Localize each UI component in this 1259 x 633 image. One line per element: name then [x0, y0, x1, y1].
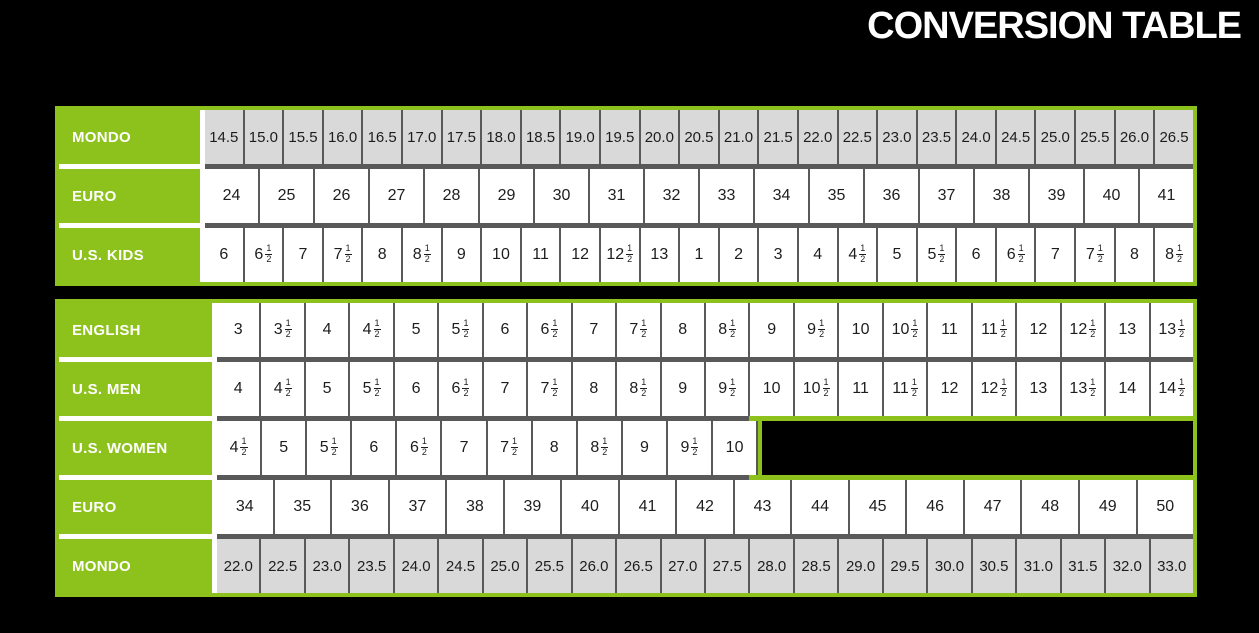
half-fraction: 1 2 — [374, 376, 380, 398]
half-fraction: 1 2 — [285, 317, 291, 339]
row-cells-u-s-kids — [205, 228, 1193, 282]
half-fraction: 1 2 — [266, 242, 272, 264]
size-cell: 11 1 2 — [884, 362, 926, 416]
size-cell: 10 1 2 — [795, 362, 837, 416]
half-fraction: 1 2 — [552, 317, 558, 339]
size-cell: 10 1 2 — [884, 303, 926, 357]
size-cell: 8 — [662, 303, 704, 357]
size-cell: 7 1 2 — [528, 362, 570, 416]
half-fraction: 1 2 — [463, 376, 469, 398]
row-label-mondo: MONDO — [59, 110, 200, 164]
size-cell: 6 1 2 — [997, 228, 1035, 282]
size-cell: 3 1 2 — [261, 303, 303, 357]
half-fraction: 1 2 — [424, 242, 430, 264]
size-cell: 20.5 — [680, 110, 718, 164]
size-cell: 37 — [390, 480, 446, 534]
size-cell: 30.0 — [928, 539, 970, 593]
half-fraction: 1 2 — [1090, 376, 1096, 398]
size-cell: 42 — [677, 480, 733, 534]
size-cell: 36 — [865, 169, 918, 223]
size-cell: 23.0 — [306, 539, 348, 593]
size-cell: 25 — [260, 169, 313, 223]
table-row-mondo — [59, 110, 1193, 164]
size-cell: 30 — [535, 169, 588, 223]
half-fraction: 1 2 — [939, 242, 945, 264]
size-cell: 34 — [217, 480, 273, 534]
half-fraction: 1 2 — [421, 435, 427, 457]
size-cell: 6 1 2 — [245, 228, 283, 282]
size-cell: 40 — [562, 480, 618, 534]
size-cell: 20.0 — [641, 110, 679, 164]
size-cell: 11 — [928, 303, 970, 357]
size-cell: 23.5 — [350, 539, 392, 593]
size-cell: 9 — [443, 228, 481, 282]
size-cell: 41 — [620, 480, 676, 534]
size-cell: 7 — [442, 421, 485, 475]
size-cell: 33 — [700, 169, 753, 223]
size-cell: 46 — [907, 480, 963, 534]
size-cell: 24.0 — [395, 539, 437, 593]
half-fraction: 1 2 — [627, 242, 633, 264]
size-cell: 1 — [680, 228, 718, 282]
size-cell: 8 1 2 — [617, 362, 659, 416]
size-cell: 23.5 — [918, 110, 956, 164]
size-cell: 14 1 2 — [1151, 362, 1193, 416]
size-cell: 37 — [920, 169, 973, 223]
size-cell: 16.5 — [363, 110, 401, 164]
size-cell: 22.0 — [799, 110, 837, 164]
size-cell: 12 1 2 — [1062, 303, 1104, 357]
half-fraction: 1 2 — [1176, 242, 1182, 264]
size-cell: 9 — [662, 362, 704, 416]
size-cell: 28 — [425, 169, 478, 223]
size-cell: 25.0 — [1036, 110, 1074, 164]
size-cell: 25.0 — [484, 539, 526, 593]
row-cells-mondo — [217, 539, 1193, 593]
row-cells-euro — [205, 169, 1193, 223]
size-cell: 11 — [522, 228, 560, 282]
table-row-u-s-kids — [59, 228, 1193, 282]
row-cells-mondo — [205, 110, 1193, 164]
size-cell: 6 — [205, 228, 243, 282]
size-cell: 12 — [1017, 303, 1059, 357]
size-cell: 4 1 2 — [839, 228, 877, 282]
size-cell: 10 — [713, 421, 756, 475]
size-cell: 7 1 2 — [488, 421, 531, 475]
size-cell: 6 1 2 — [439, 362, 481, 416]
size-cell: 45 — [850, 480, 906, 534]
size-cell: 15.0 — [245, 110, 283, 164]
size-cell: 8 1 2 — [578, 421, 621, 475]
size-cell: 7 — [284, 228, 322, 282]
row-cells-euro — [217, 480, 1193, 534]
size-cell: 29.0 — [839, 539, 881, 593]
size-cell: 38 — [975, 169, 1028, 223]
half-fraction: 1 2 — [823, 376, 829, 398]
size-cell: 6 — [957, 228, 995, 282]
half-fraction: 1 2 — [912, 317, 918, 339]
half-fraction: 1 2 — [641, 317, 647, 339]
size-cell: 30.5 — [973, 539, 1015, 593]
size-cell: 32.0 — [1106, 539, 1148, 593]
size-cell: 31.5 — [1062, 539, 1104, 593]
row-label-u-s-women: U.S. WOMEN — [59, 421, 212, 475]
size-cell: 47 — [965, 480, 1021, 534]
size-cell: 43 — [735, 480, 791, 534]
size-cell: 4 1 2 — [350, 303, 392, 357]
size-cell: 7 1 2 — [1076, 228, 1114, 282]
size-cell: 9 1 2 — [668, 421, 711, 475]
size-cell: 12 1 2 — [973, 362, 1015, 416]
size-cell: 13 1 2 — [1151, 303, 1193, 357]
size-cell: 28.5 — [795, 539, 837, 593]
size-cell: 6 1 2 — [397, 421, 440, 475]
row-label-u-s-men: U.S. MEN — [59, 362, 212, 416]
adult-size-table — [55, 299, 1197, 597]
size-cell: 34 — [755, 169, 808, 223]
half-fraction: 1 2 — [241, 435, 247, 457]
size-cell: 3 — [759, 228, 797, 282]
size-cell: 4 1 2 — [261, 362, 303, 416]
size-cell: 4 1 2 — [217, 421, 260, 475]
size-cell: 24.5 — [439, 539, 481, 593]
half-fraction: 1 2 — [1090, 317, 1096, 339]
half-fraction: 1 2 — [1179, 376, 1185, 398]
kids-size-table — [55, 106, 1197, 286]
size-cell: 6 1 2 — [528, 303, 570, 357]
size-cell: 22.5 — [839, 110, 877, 164]
size-cell: 14.5 — [205, 110, 243, 164]
size-cell: 49 — [1080, 480, 1136, 534]
size-cell: 27 — [370, 169, 423, 223]
size-cell: 5 — [262, 421, 305, 475]
size-cell: 10 — [839, 303, 881, 357]
size-cell: 40 — [1085, 169, 1138, 223]
size-cell: 38 — [447, 480, 503, 534]
size-cell: 5 1 2 — [918, 228, 956, 282]
size-cell: 9 1 2 — [795, 303, 837, 357]
size-cell: 8 1 2 — [403, 228, 441, 282]
table-row-english — [59, 303, 1193, 357]
size-cell: 19.5 — [601, 110, 639, 164]
size-cell: 19.0 — [561, 110, 599, 164]
size-cell: 44 — [792, 480, 848, 534]
size-cell: 18.5 — [522, 110, 560, 164]
size-cell: 11 — [839, 362, 881, 416]
row-label-u-s-kids: U.S. KIDS — [59, 228, 200, 282]
size-cell: 28.0 — [750, 539, 792, 593]
table-row-mondo — [59, 539, 1193, 593]
size-cell: 24 — [205, 169, 258, 223]
conversion-table-title: CONVERSION TABLE — [867, 5, 1241, 47]
size-cell: 14 — [1106, 362, 1148, 416]
size-cell: 26.0 — [573, 539, 615, 593]
size-cell: 32 — [645, 169, 698, 223]
size-cell: 11 1 2 — [973, 303, 1015, 357]
size-cell: 22.5 — [261, 539, 303, 593]
half-fraction: 1 2 — [1000, 317, 1006, 339]
half-fraction: 1 2 — [285, 376, 291, 398]
size-cell: 25.5 — [528, 539, 570, 593]
table-row-euro — [59, 169, 1193, 223]
size-cell: 16.0 — [324, 110, 362, 164]
size-cell: 10 — [482, 228, 520, 282]
size-cell: 13 — [1106, 303, 1148, 357]
size-cell: 21.0 — [720, 110, 758, 164]
size-cell: 4 — [799, 228, 837, 282]
half-fraction: 1 2 — [1097, 242, 1103, 264]
size-cell: 12 — [928, 362, 970, 416]
half-fraction: 1 2 — [1001, 376, 1007, 398]
size-cell: 9 1 2 — [706, 362, 748, 416]
half-fraction: 1 2 — [860, 242, 866, 264]
size-cell: 26.5 — [617, 539, 659, 593]
size-cell: 8 — [573, 362, 615, 416]
half-fraction: 1 2 — [1179, 317, 1185, 339]
size-cell: 4 — [217, 362, 259, 416]
size-cell: 6 — [484, 303, 526, 357]
table-row-u-s-women — [59, 421, 1193, 475]
size-cell: 35 — [275, 480, 331, 534]
size-cell: 24.5 — [997, 110, 1035, 164]
size-cell: 9 — [750, 303, 792, 357]
size-cell: 35 — [810, 169, 863, 223]
half-fraction: 1 2 — [602, 435, 608, 457]
size-cell: 5 1 2 — [307, 421, 350, 475]
size-cell: 9 — [623, 421, 666, 475]
size-cell: 5 1 2 — [439, 303, 481, 357]
size-cell: 13 1 2 — [1062, 362, 1104, 416]
size-cell: 5 — [395, 303, 437, 357]
size-cell: 22.0 — [217, 539, 259, 593]
row-label-english: ENGLISH — [59, 303, 212, 357]
size-cell: 7 1 2 — [617, 303, 659, 357]
size-cell: 31.0 — [1017, 539, 1059, 593]
row-cells-u-s-women — [217, 421, 1193, 475]
size-cell: 13 — [1017, 362, 1059, 416]
size-cell: 12 — [561, 228, 599, 282]
size-cell: 18.0 — [482, 110, 520, 164]
size-cell: 36 — [332, 480, 388, 534]
empty-cells-region — [758, 421, 1193, 475]
size-cell: 48 — [1022, 480, 1078, 534]
half-fraction: 1 2 — [911, 376, 917, 398]
size-cell: 10 — [750, 362, 792, 416]
size-cell: 26 — [315, 169, 368, 223]
size-cell: 8 — [1116, 228, 1154, 282]
row-label-mondo: MONDO — [59, 539, 212, 593]
size-cell: 29.5 — [884, 539, 926, 593]
size-cell: 5 — [306, 362, 348, 416]
size-cell: 31 — [590, 169, 643, 223]
size-cell: 8 1 2 — [706, 303, 748, 357]
size-cell: 15.5 — [284, 110, 322, 164]
size-cell: 4 — [306, 303, 348, 357]
size-cell: 3 — [217, 303, 259, 357]
size-cell: 7 1 2 — [324, 228, 362, 282]
size-cell: 17.0 — [403, 110, 441, 164]
size-cell: 27.5 — [706, 539, 748, 593]
size-cell: 6 — [352, 421, 395, 475]
size-cell: 17.5 — [443, 110, 481, 164]
size-cell: 27.0 — [662, 539, 704, 593]
size-cell: 6 — [395, 362, 437, 416]
size-cell: 25.5 — [1076, 110, 1114, 164]
size-cell: 41 — [1140, 169, 1193, 223]
size-cell: 23.0 — [878, 110, 916, 164]
size-cell: 2 — [720, 228, 758, 282]
size-cell: 21.5 — [759, 110, 797, 164]
size-cell: 12 1 2 — [601, 228, 639, 282]
size-cell: 39 — [505, 480, 561, 534]
size-cell: 50 — [1138, 480, 1194, 534]
size-cell: 7 — [484, 362, 526, 416]
row-label-euro: EURO — [59, 169, 200, 223]
half-fraction: 1 2 — [552, 376, 558, 398]
size-cell: 7 — [573, 303, 615, 357]
half-fraction: 1 2 — [512, 435, 518, 457]
size-cell: 26.0 — [1116, 110, 1154, 164]
half-fraction: 1 2 — [730, 376, 736, 398]
table-row-u-s-men — [59, 362, 1193, 416]
row-cells-u-s-men — [217, 362, 1193, 416]
half-fraction: 1 2 — [692, 435, 698, 457]
half-fraction: 1 2 — [1018, 242, 1024, 264]
row-label-euro: EURO — [59, 480, 212, 534]
size-cell: 26.5 — [1155, 110, 1193, 164]
half-fraction: 1 2 — [463, 317, 469, 339]
size-cell: 29 — [480, 169, 533, 223]
size-cell: 5 — [878, 228, 916, 282]
half-fraction: 1 2 — [641, 376, 647, 398]
half-fraction: 1 2 — [374, 317, 380, 339]
size-cell: 24.0 — [957, 110, 995, 164]
size-cell: 33.0 — [1151, 539, 1193, 593]
size-cell: 8 — [533, 421, 576, 475]
size-cell: 13 — [641, 228, 679, 282]
size-cell: 8 — [363, 228, 401, 282]
size-cell: 8 1 2 — [1155, 228, 1193, 282]
size-cell: 7 — [1036, 228, 1074, 282]
half-fraction: 1 2 — [345, 242, 351, 264]
size-cell: 39 — [1030, 169, 1083, 223]
half-fraction: 1 2 — [331, 435, 337, 457]
half-fraction: 1 2 — [819, 317, 825, 339]
table-row-euro — [59, 480, 1193, 534]
size-cell: 5 1 2 — [350, 362, 392, 416]
row-cells-english — [217, 303, 1193, 357]
half-fraction: 1 2 — [730, 317, 736, 339]
